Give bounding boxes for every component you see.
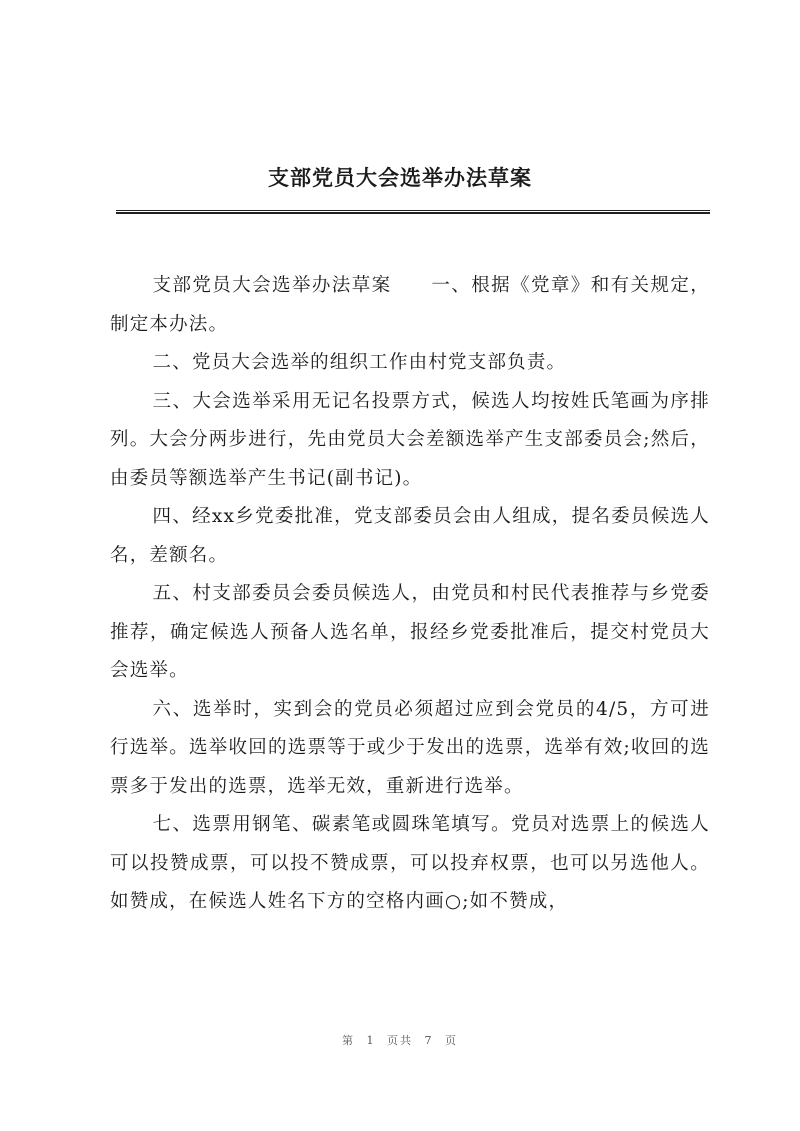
- footer-total-pages: 7: [424, 1034, 434, 1047]
- footer-suffix: 页: [445, 1034, 458, 1047]
- footer-middle: 页共: [387, 1034, 413, 1047]
- footer-prefix: 第: [342, 1034, 355, 1047]
- page-title: 支部党员大会选举办法草案: [268, 165, 532, 190]
- document-body: [110, 267, 710, 922]
- page-footer: [0, 1032, 800, 1048]
- paragraph-7: 七、选票用钢笔、碳素笔或圆珠笔填写。党员对选票上的候选人可以投赞成票，可以投不赞成票，可以投弃权票，也可以另选他人。如赞成，在候选人姓名下方的空格内画○;如不赞成，: [110, 814, 710, 912]
- paragraph-6: 六、选举时，实到会的党员必须超过应到会党员的4/5，方可进行选举。选举收回的选票等于或少于发出的选票，选举有效;收回的选票多于发出的选票，选举无效，重新进行选举。: [110, 698, 710, 797]
- footer-current-page: 1: [366, 1034, 376, 1047]
- paragraph-4: 四、经xx乡党委批准，党支部委员会由人组成，提名委员候选人名，差额名。: [110, 506, 710, 566]
- paragraph-3: 三、大会选举采用无记名投票方式，候选人均按姓氏笔画为序排列。大会分两步进行，先由党员大会差额选举产生支部委员会;然后，由委员等额选举产生书记(副书记)。: [110, 390, 710, 489]
- paragraph-1: 支部党员大会选举办法草案 一、根据《党章》和有关规定，制定本办法。: [110, 275, 710, 335]
- paragraph-5: 五、村支部委员会委员候选人，由党员和村民代表推荐与乡党委推荐，确定候选人预备人选名单，报经乡党委批准后，提交村党员大会选举。: [110, 583, 710, 681]
- paragraph-2: 二、党员大会选举的组织工作由村党支部负责。: [152, 352, 567, 373]
- title-divider: [116, 210, 710, 214]
